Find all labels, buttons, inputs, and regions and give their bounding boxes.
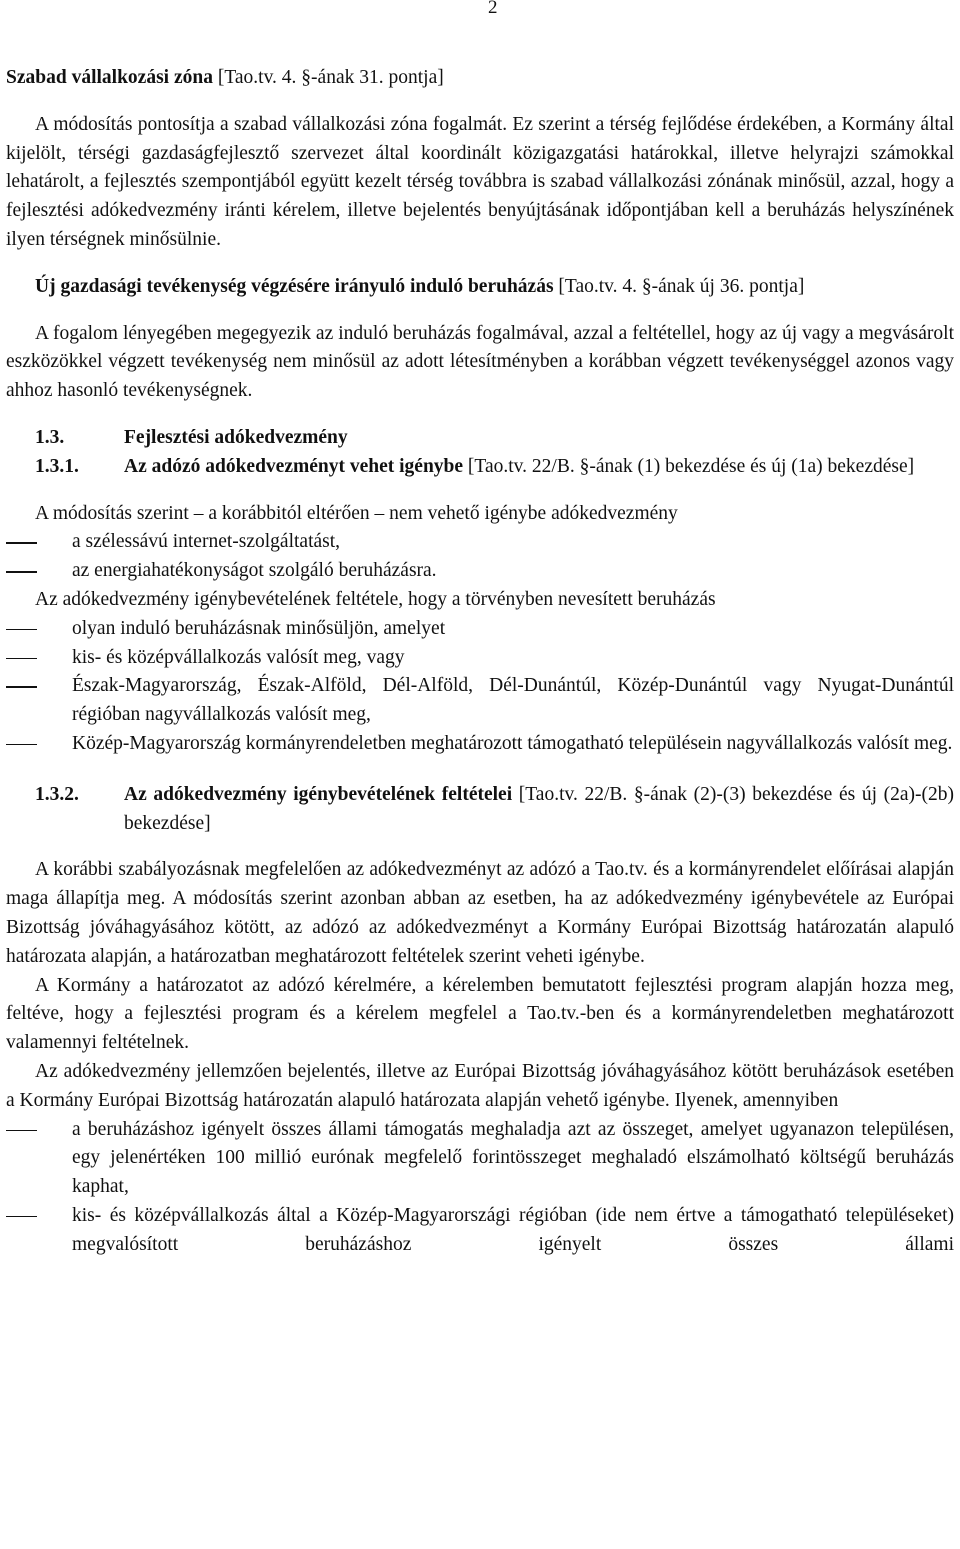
dash-list-1 <box>6 528 954 586</box>
dash-list-2 <box>6 615 954 759</box>
heading-reference: [Tao.tv. 4. §-ának 31. pontja] <box>212 67 444 88</box>
heading-title: Szabad vállalkozási zóna <box>6 67 213 88</box>
section-number: 1.3.1. <box>35 455 79 477</box>
section-number: 1.3. <box>35 426 65 448</box>
heading-reference: [Tao.tv. 22/B. §-ának (2)-(3) bekezdése és új (2a)-(2b) bekezdése] <box>124 783 954 834</box>
list-item: Észak-Magyarország, Észak-Alföld, Dél-Alföld, Dél-Dunántúl, Közép-Dunántúl vagy Nyugat-Dunántúl régióban nagyvállalkozás valósít meg, <box>6 672 954 730</box>
paragraph-condition: Az adókedvezmény igénybevételének feltétele, hogy a törvényben nevesített beruházás <box>35 588 716 610</box>
heading-reference: [Tao.tv. 22/B. §-ának (1) bekezdése és új (1a) bekezdése] <box>463 455 915 477</box>
paragraph-2: A Kormány a határozatot az adózó kérelmére, a kérelemben bemutatott fejlesztési program alapján hozza meg, feltéve, hogy a fejlesztési program és a kérelem megfelel a Tao.tv.-ben és a kormányrendeletben meghatározott valamennyi feltételnek. <box>6 974 954 1054</box>
heading-reference: [Tao.tv. 4. §-ának új 36. pontja] <box>553 275 805 297</box>
section-heading-1-3 <box>6 424 954 453</box>
section-heading-free-zone <box>6 64 954 93</box>
dash-list-3 <box>6 1116 954 1260</box>
paragraph-intro: A módosítás szerint – a korábbitól eltérően – nem vehető igénybe adókedvezmény <box>35 502 678 524</box>
paragraph-free-zone: A módosítás pontosítja a szabad vállalkozási zóna fogalmát. Ez szerint a térség fejlődése érdekében, a Kormány által kijelölt, térségi gazdaságfejlesztő szervezet által koordinált közigazgatási határokkal, illetve helyrajzi számokkal lehatárolt, a fejlesztés szempontjából együtt kezelt térség továbbra is szabad vállalkozási zónának minősül, azzal, hogy a fejlesztési adókedvezmény iránti kérelem, illetve bejelentés benyújtásának időpontjában kell a beruházás helyszínének ilyen térségnek minősülnie. <box>6 113 954 250</box>
paragraph-1: A korábbi szabályozásnak megfelelően az adókedvezményt az adózó a Tao.tv. és a kormányrendelet előírásai alapján maga állapítja meg. A módosítás szerint azonban abban az esetben, ha az adókedvezmény igénybevétele az Európai Bizottság jóváhagyásához kötött, az adózó az adókedvezményt a Kormány Európai Bizottság határozatán alapuló határozata alapján, a határozatban meghatározott feltételek szerint veheti igénybe. <box>6 859 954 967</box>
section-heading-new-activity <box>6 273 954 302</box>
heading-title: Az adózó adókedvezményt vehet igénybe <box>124 455 464 477</box>
section-number: 1.3.2. <box>35 783 79 805</box>
list-item: olyan induló beruházásnak minősüljön, amelyet <box>6 615 954 644</box>
list-item: a beruházáshoz igényelt összes állami támogatás meghaladja azt az összeget, amelyet ugyanazon településen, egy jelenértéken 100 millió eurónak megfelelő forintösszeget meghaladó elszámolható költségű beruházás kaphat, <box>6 1116 954 1202</box>
list-item: a szélessávú internet-szolgáltatást, <box>6 528 954 557</box>
paragraph-3: Az adókedvezmény jellemzően bejelentés, illetve az Európai Bizottság jóváhagyásához kötött beruházások esetében a Kormány Európai Bizottság határozatán alapuló határozata alapján vehető igénybe. Ilyenek, amennyiben <box>6 1060 954 1111</box>
page-number: 2 <box>488 0 498 18</box>
document-body <box>6 64 954 1259</box>
paragraph-new-activity: A fogalom lényegében megegyezik az induló beruházás fogalmával, azzal a feltétellel, hogy az új vagy a megvásárolt eszközökkel végzett tevékenység nem minősül az adott létesítményben a korábban végzett tevékenységgel azonos vagy ahhoz hasonló tevékenységnek. <box>6 322 954 402</box>
list-item: kis- és középvállalkozás által a Közép-Magyarországi régióban (ide nem értve a támogatható településeket) megvalósított beruházáshoz igényelt összes állami <box>6 1202 954 1260</box>
list-item: Közép-Magyarország kormányrendeletben meghatározott támogatható településein nagyvállalkozás valósít meg. <box>6 730 954 759</box>
heading-title: Új gazdasági tevékenység végzésére irányuló induló beruházás <box>35 275 554 297</box>
section-title: Fejlesztési adókedvezmény <box>124 426 348 448</box>
subsection-heading-1-3-1 <box>6 453 954 482</box>
subsection-heading-1-3-2 <box>6 781 954 839</box>
list-item: kis- és középvállalkozás valósít meg, vagy <box>6 644 954 673</box>
list-item: az energiahatékonyságot szolgáló beruházásra. <box>6 557 954 586</box>
heading-title: Az adókedvezmény igénybevételének feltételei <box>124 783 513 805</box>
